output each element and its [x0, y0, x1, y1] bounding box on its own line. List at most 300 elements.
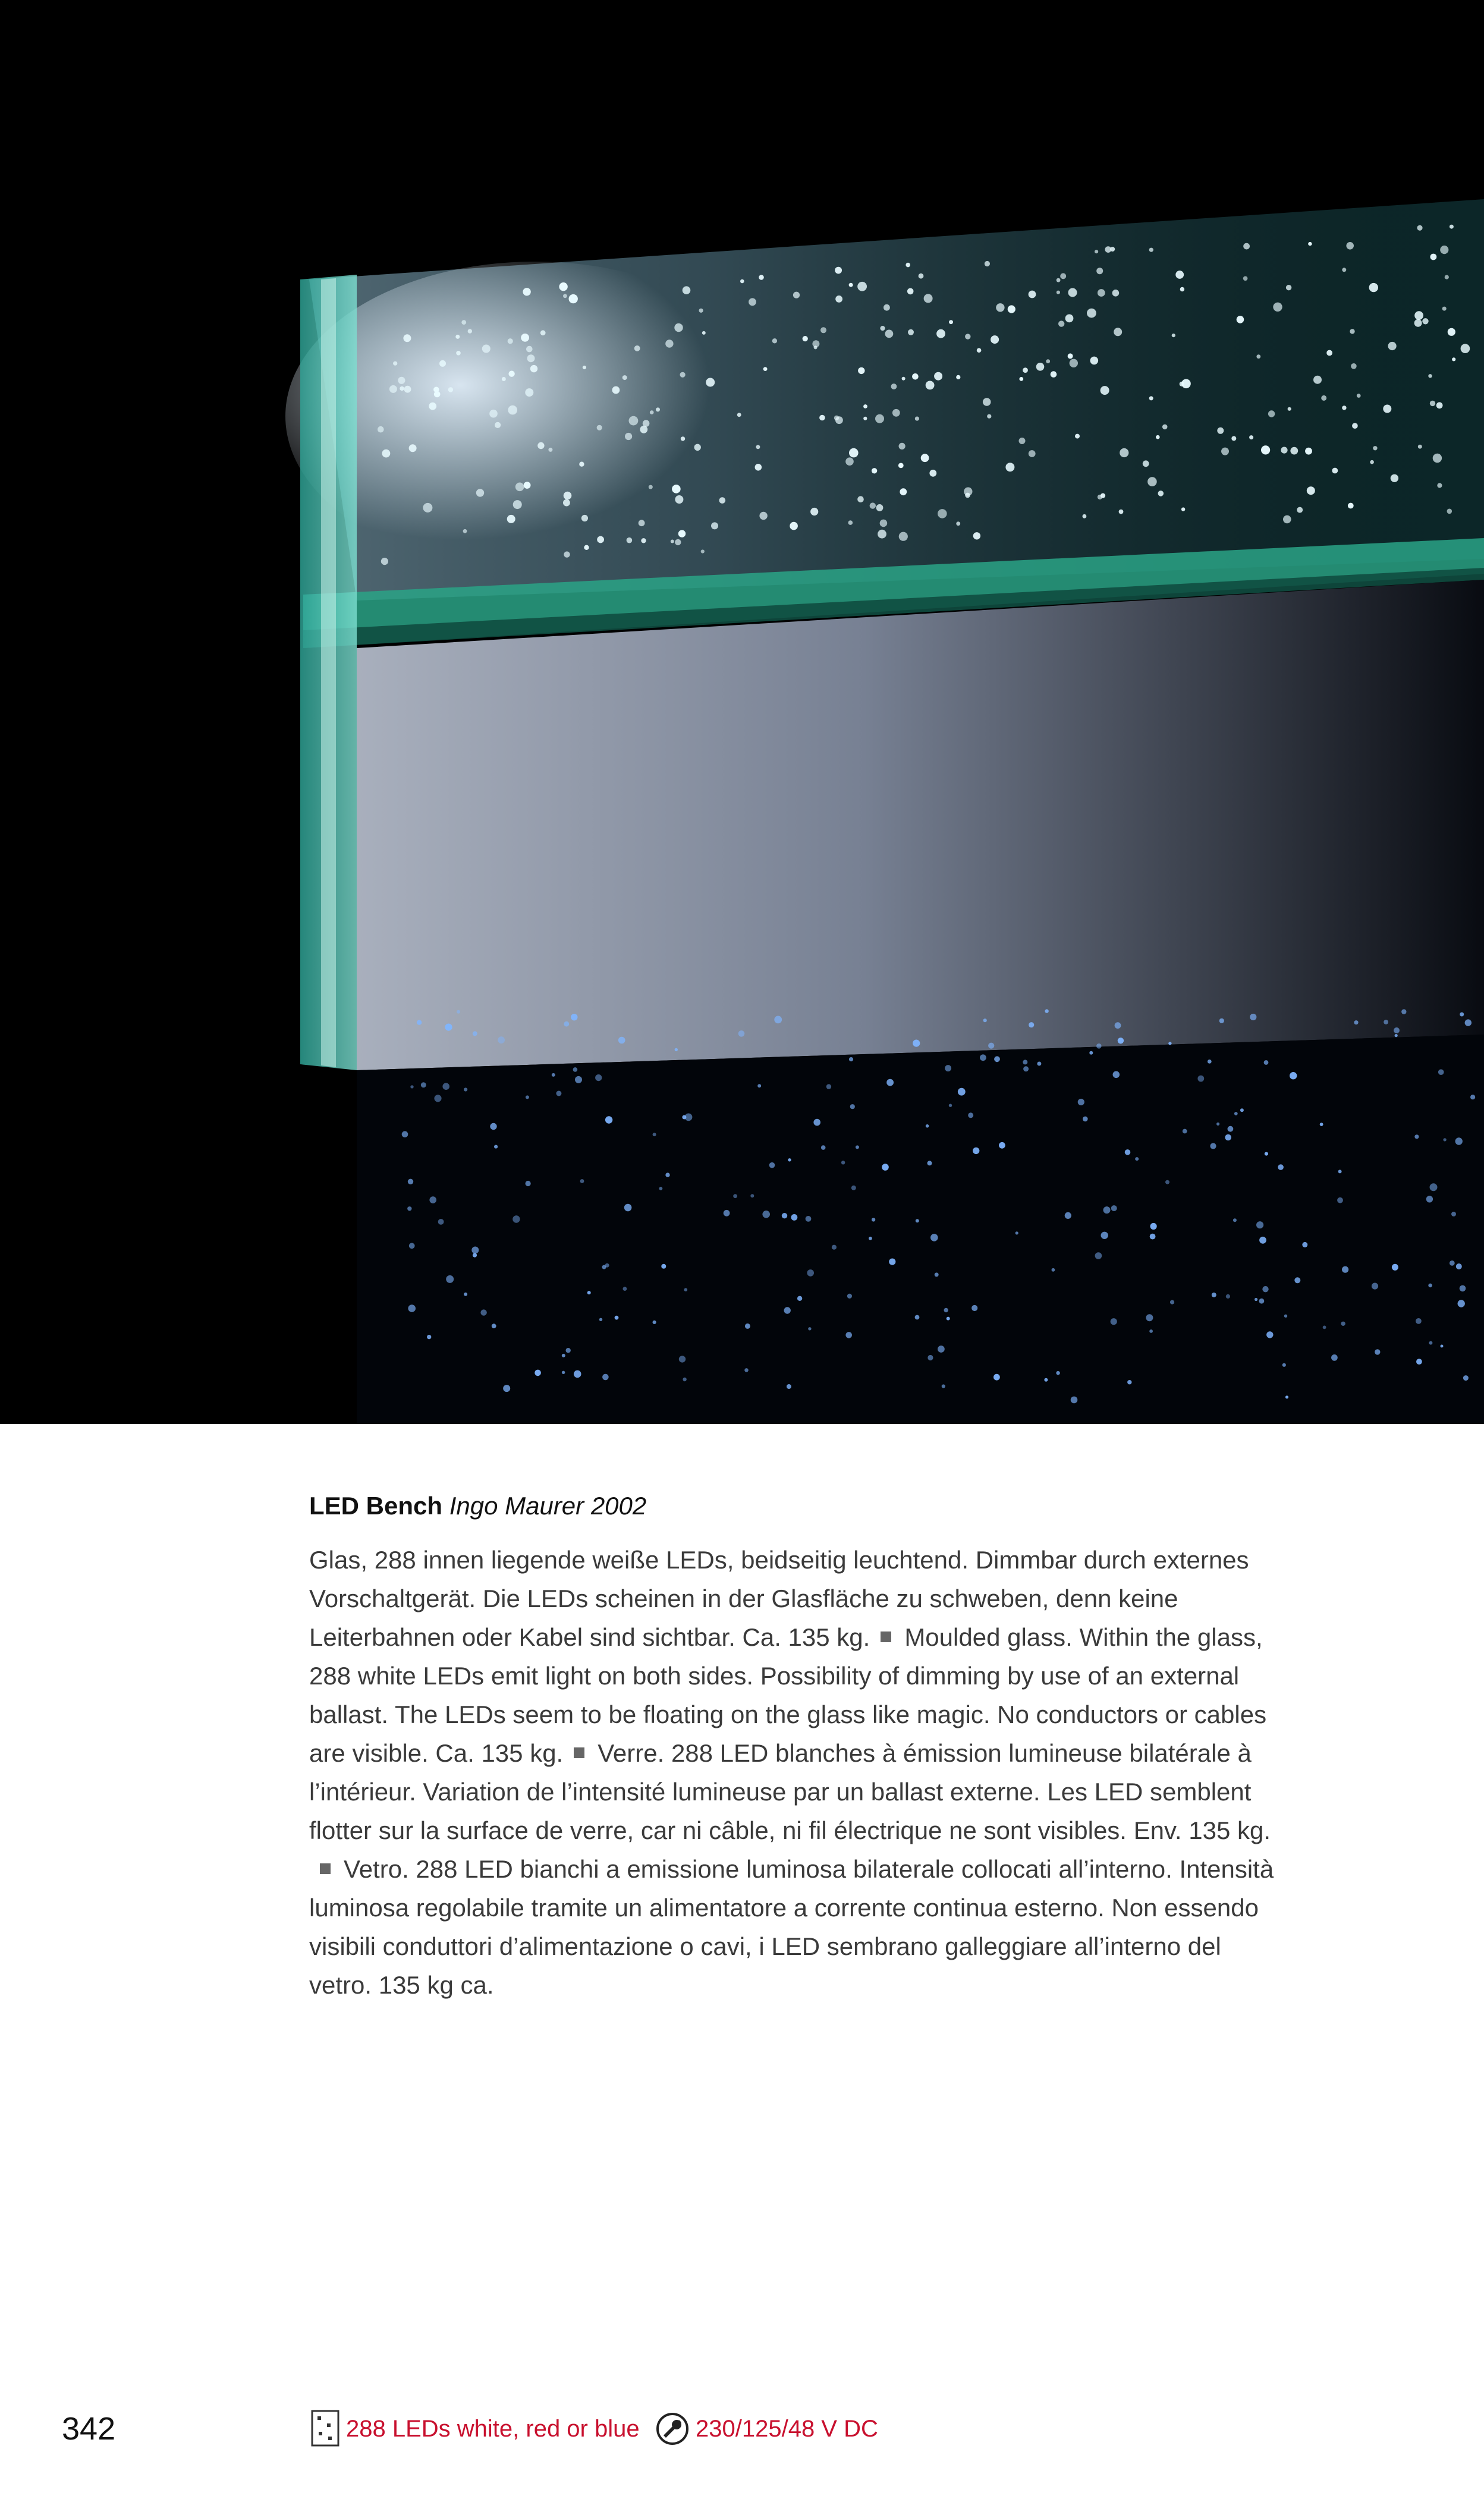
led-light-dot	[1440, 246, 1448, 254]
led-reflection-dot	[1290, 1072, 1297, 1079]
led-reflection-dot	[1259, 1237, 1266, 1244]
led-light-dot	[513, 500, 522, 509]
led-reflection-dot	[744, 1368, 749, 1372]
led-reflection-dot	[556, 1091, 561, 1096]
led-light-dot	[1046, 359, 1050, 363]
led-reflection-dot	[1023, 1066, 1029, 1071]
product-name: LED Bench	[309, 1492, 443, 1520]
led-reflection-dot	[1045, 1009, 1048, 1013]
led-light-dot	[1369, 283, 1378, 292]
led-light-dot	[1023, 367, 1028, 373]
led-light-dot	[1065, 315, 1074, 323]
led-light-dot	[706, 378, 715, 387]
led-reflection-dot	[916, 1219, 919, 1222]
led-reflection-dot	[994, 1056, 1000, 1062]
led-light-dot	[701, 549, 705, 553]
led-light-dot	[640, 426, 647, 433]
led-light-dot	[1273, 303, 1282, 312]
led-light-dot	[540, 330, 546, 335]
led-reflection-dot	[1115, 1022, 1121, 1029]
led-light-dot	[892, 409, 900, 417]
led-light-dot	[656, 407, 660, 411]
led-reflection-dot	[1071, 1397, 1078, 1404]
description-german: Glas, 288 innen liegende weiße LEDs, beidseitig leuchtend. Dimmbar durch externes Vorschaltgerät. Die LEDs scheinen in der Glasfläche zu schweben, denn keine Leiterbahnen oder Kabel sind sichtbar. Ca. 135 kg.	[309, 1546, 1249, 1651]
led-light-dot	[476, 489, 484, 496]
led-light-dot	[793, 292, 800, 298]
led-light-dot	[1261, 445, 1270, 454]
led-light-dot	[439, 360, 446, 367]
led-light-dot	[672, 485, 681, 493]
led-reflection-dot	[427, 1335, 431, 1339]
led-light-dot	[906, 263, 910, 268]
led-light-dot	[627, 537, 633, 543]
led-light-dot	[671, 540, 674, 543]
led-light-dot	[1036, 363, 1045, 371]
led-light-dot	[1180, 287, 1184, 291]
led-reflection-dot	[1264, 1060, 1269, 1065]
led-reflection-dot	[1443, 1138, 1446, 1141]
led-light-dot	[1418, 445, 1422, 449]
led-reflection-dot	[599, 1318, 602, 1321]
led-light-dot	[880, 326, 885, 331]
led-light-dot	[1090, 357, 1099, 365]
led-light-dot	[711, 522, 718, 529]
led-reflection-dot	[408, 1304, 416, 1312]
led-light-dot	[1162, 425, 1168, 430]
led-light-dot	[835, 267, 842, 274]
led-light-dot	[629, 416, 639, 426]
led-reflection-dot	[595, 1074, 602, 1081]
led-reflection-dot	[653, 1321, 656, 1324]
led-light-dot	[1414, 319, 1422, 327]
led-reflection-dot	[464, 1293, 467, 1296]
led-reflection-dot	[618, 1037, 625, 1044]
led-light-dot	[876, 504, 884, 511]
led-light-dot	[400, 386, 404, 391]
led-light-dot	[929, 470, 936, 477]
led-reflection-dot	[421, 1082, 426, 1087]
led-reflection-dot	[724, 1210, 730, 1216]
led-reflection-dot	[869, 1237, 872, 1240]
led-reflection-dot	[445, 1024, 452, 1031]
led-light-dot	[919, 274, 924, 279]
led-light-dot	[1243, 276, 1248, 281]
led-light-dot	[530, 365, 537, 372]
led-light-dot	[1417, 225, 1422, 231]
led-reflection-dot	[1149, 1329, 1153, 1333]
led-light-dot	[1442, 307, 1447, 311]
led-reflection-dot	[738, 1030, 745, 1037]
led-light-dot	[1114, 328, 1122, 336]
led-light-dot	[675, 495, 683, 504]
led-light-dot	[581, 515, 588, 521]
led-light-dot	[1087, 309, 1096, 318]
led-light-dot	[1057, 291, 1060, 294]
led-light-dot	[1305, 448, 1312, 455]
led-light-dot	[1290, 447, 1298, 455]
led-reflection-dot	[942, 1384, 945, 1388]
led-light-dot	[790, 522, 798, 530]
led-light-dot	[912, 373, 919, 380]
led-light-dot	[382, 449, 391, 458]
led-light-dot	[559, 282, 567, 291]
led-reflection-dot	[1262, 1286, 1268, 1292]
led-reflection-dot	[1354, 1020, 1358, 1024]
led-light-dot	[835, 296, 842, 303]
led-reflection-dot	[769, 1162, 775, 1168]
spec-voltage: 230/125/48 V DC	[696, 2416, 878, 2442]
led-light-dot	[1158, 491, 1164, 496]
led-light-dot	[694, 444, 701, 451]
led-reflection-dot	[1394, 1027, 1400, 1033]
led-reflection-dot	[1285, 1395, 1288, 1398]
led-light-dot	[1348, 503, 1354, 509]
led-light-dot	[508, 405, 517, 415]
led-light-dot	[719, 497, 726, 504]
led-light-dot	[936, 329, 945, 338]
led-reflection-dot	[473, 1031, 477, 1036]
led-light-dot	[524, 482, 531, 489]
led-reflection-dot	[1210, 1143, 1216, 1149]
led-reflection-dot	[774, 1016, 782, 1024]
led-light-dot	[527, 354, 535, 362]
led-light-dot	[639, 520, 645, 526]
led-light-dot	[1098, 289, 1105, 297]
led-light-dot	[564, 492, 572, 500]
led-light-dot	[863, 417, 867, 420]
led-reflection-dot	[503, 1385, 510, 1392]
led-reflection-dot	[1392, 1264, 1398, 1271]
led-reflection-dot	[886, 1079, 894, 1086]
led-light-dot	[1249, 435, 1253, 439]
led-reflection-dot	[1429, 1341, 1432, 1345]
led-reflection-dot	[949, 1104, 952, 1107]
led-light-dot	[622, 375, 627, 380]
led-light-dot	[1231, 436, 1236, 441]
led-reflection-dot	[624, 1204, 632, 1212]
led-reflection-dot	[971, 1305, 977, 1311]
led-reflection-dot	[1342, 1266, 1348, 1273]
led-reflection-dot	[889, 1259, 895, 1265]
led-reflection-dot	[602, 1374, 609, 1381]
led-reflection-dot	[806, 1216, 812, 1222]
led-reflection-dot	[1460, 1013, 1464, 1017]
led-reflection-dot	[1395, 1034, 1398, 1037]
led-reflection-dot	[999, 1142, 1005, 1149]
led-reflection-dot	[1456, 1263, 1462, 1269]
led-light-dot	[803, 336, 808, 341]
led-reflection-dot	[1170, 1300, 1174, 1304]
led-reflection-dot	[623, 1287, 627, 1291]
led-reflection-dot	[913, 1040, 920, 1047]
led-reflection-dot	[1428, 1284, 1432, 1288]
led-light-dot	[820, 327, 826, 333]
led-light-dot	[772, 338, 777, 343]
led-reflection-dot	[653, 1133, 656, 1136]
led-light-dot	[1095, 250, 1098, 253]
led-reflection-dot	[1266, 1331, 1273, 1338]
led-reflection-dot	[821, 1145, 826, 1150]
led-reflection-dot	[571, 1014, 577, 1020]
led-light-dot	[1181, 507, 1185, 511]
led-reflection-dot	[1150, 1223, 1157, 1230]
led-light-dot	[525, 388, 533, 397]
led-light-dot	[1370, 460, 1374, 464]
led-reflection-dot	[1384, 1020, 1388, 1024]
led-reflection-dot	[442, 1083, 449, 1090]
led-light-dot	[455, 335, 460, 339]
led-reflection-dot	[587, 1291, 591, 1294]
led-reflection-dot	[1282, 1363, 1286, 1367]
page-number: 342	[62, 2411, 116, 2447]
led-light-dot	[938, 509, 947, 518]
led-light-dot	[680, 372, 686, 378]
led-light-dot	[429, 403, 436, 410]
led-light-dot	[857, 282, 867, 291]
led-light-dot	[849, 448, 859, 458]
led-reflection-dot	[1111, 1318, 1117, 1325]
led-light-dot	[1388, 342, 1397, 350]
led-light-dot	[810, 508, 818, 515]
led-light-dot	[763, 367, 768, 371]
led-light-dot	[1332, 468, 1338, 474]
led-light-dot	[756, 445, 760, 449]
led-reflection-dot	[1284, 1315, 1287, 1318]
led-light-dot	[508, 338, 513, 344]
led-light-dot	[934, 372, 942, 381]
led-light-dot	[537, 442, 544, 449]
led-reflection-dot	[787, 1384, 791, 1389]
led-light-dot	[468, 329, 472, 333]
led-reflection-dot	[1135, 1157, 1139, 1161]
led-light-dot	[1237, 316, 1244, 323]
led-reflection-dot	[807, 1269, 814, 1277]
led-reflection-dot	[757, 1084, 761, 1087]
led-module-icon	[310, 2409, 340, 2447]
led-reflection-dot	[826, 1084, 831, 1089]
led-reflection-dot	[1029, 1022, 1034, 1027]
led-reflection-dot	[1228, 1126, 1234, 1132]
led-reflection-dot	[1078, 1099, 1084, 1105]
led-reflection-dot	[1375, 1349, 1380, 1354]
led-reflection-dot	[1023, 1060, 1027, 1064]
led-reflection-dot	[473, 1253, 477, 1258]
led-light-dot	[908, 329, 914, 335]
led-reflection-dot	[958, 1088, 966, 1096]
led-reflection-dot	[935, 1272, 939, 1277]
led-light-dot	[1098, 495, 1102, 499]
led-reflection-dot	[1226, 1294, 1230, 1299]
led-reflection-dot	[1451, 1212, 1456, 1216]
led-light-dot	[1326, 350, 1332, 356]
led-reflection-dot	[407, 1206, 411, 1211]
led-light-dot	[996, 303, 1004, 312]
led-light-dot	[398, 377, 405, 384]
led-light-dot	[641, 538, 646, 543]
led-light-dot	[1283, 515, 1291, 524]
led-light-dot	[393, 361, 397, 366]
led-reflection-dot	[1438, 1069, 1444, 1075]
led-reflection-dot	[580, 1179, 584, 1183]
led-reflection-dot	[1118, 1038, 1124, 1043]
led-reflection-dot	[993, 1374, 1000, 1381]
led-reflection-dot	[1416, 1359, 1422, 1365]
led-reflection-dot	[1056, 1371, 1059, 1375]
led-light-dot	[1428, 374, 1432, 378]
led-reflection-dot	[1320, 1123, 1323, 1126]
led-reflection-dot	[1414, 1134, 1419, 1139]
led-light-dot	[526, 346, 533, 353]
led-reflection-dot	[410, 1085, 413, 1088]
led-reflection-dot	[535, 1370, 541, 1376]
led-reflection-dot	[1083, 1117, 1088, 1122]
led-reflection-dot	[762, 1211, 770, 1218]
spec-leds: 288 LEDs white, red or blue	[346, 2416, 640, 2442]
led-light-dot	[1268, 410, 1275, 417]
led-reflection-dot	[685, 1114, 693, 1121]
led-light-dot	[1352, 423, 1358, 429]
led-reflection-dot	[788, 1158, 791, 1161]
led-reflection-dot	[750, 1194, 754, 1197]
led-reflection-dot	[1015, 1231, 1018, 1234]
led-reflection-dot	[938, 1346, 945, 1353]
led-reflection-dot	[494, 1145, 498, 1149]
led-light-dot	[900, 488, 907, 495]
separator-square-icon	[320, 1863, 331, 1874]
led-light-dot	[977, 348, 982, 353]
led-light-dot	[584, 545, 589, 550]
led-reflection-dot	[1401, 1009, 1406, 1014]
led-reflection-dot	[856, 1145, 859, 1149]
led-reflection-dot	[1233, 1218, 1237, 1222]
led-reflection-dot	[575, 1076, 582, 1083]
separator-square-icon	[881, 1631, 891, 1642]
led-light-dot	[845, 457, 854, 466]
led-light-dot	[872, 468, 877, 473]
led-light-dot	[863, 404, 867, 408]
led-light-dot	[674, 323, 683, 332]
description-italian: Vetro. 288 LED bianchi a emissione luminosa bilaterale collocati all’interno. Intensità luminosa regolabile tramite un alimentatore a corrente continua esterno. Non essendo visibili conduttori d’alimentazione o cavi, i LED sembrano galleggiare all’interno del vetro. 135 kg ca.	[309, 1855, 1274, 1999]
led-light-dot	[1217, 427, 1224, 434]
led-reflection-dot	[1208, 1060, 1212, 1064]
led-reflection-dot	[851, 1186, 856, 1190]
led-reflection-dot	[526, 1095, 529, 1099]
led-light-dot	[878, 530, 886, 539]
led-light-dot	[1005, 463, 1014, 471]
led-light-dot	[1096, 268, 1103, 274]
led-reflection-dot	[464, 1087, 467, 1091]
led-light-dot	[921, 454, 929, 462]
led-light-dot	[1243, 243, 1250, 250]
led-light-dot	[1143, 460, 1149, 467]
led-reflection-dot	[679, 1356, 686, 1362]
led-light-dot	[523, 288, 530, 296]
led-reflection-dot	[926, 1124, 929, 1128]
led-reflection-dot	[1212, 1293, 1216, 1297]
led-reflection-dot	[1331, 1354, 1338, 1361]
led-light-dot	[515, 483, 524, 492]
led-light-dot	[548, 448, 552, 452]
led-reflection-dot	[402, 1131, 408, 1137]
led-reflection-dot	[841, 1161, 845, 1164]
led-light-dot	[563, 499, 570, 507]
led-light-dot	[1422, 318, 1428, 324]
led-reflection-dot	[733, 1194, 737, 1198]
led-reflection-dot	[1095, 1252, 1102, 1259]
led-light-dot	[1119, 510, 1124, 514]
led-light-dot	[899, 532, 908, 541]
led-reflection-dot	[1103, 1206, 1111, 1214]
led-reflection-dot	[973, 1148, 979, 1154]
led-reflection-dot	[1426, 1196, 1433, 1202]
led-light-dot	[858, 367, 864, 374]
led-light-dot	[1019, 438, 1026, 444]
led-light-dot	[949, 320, 953, 324]
led-reflection-dot	[615, 1316, 619, 1320]
led-light-dot	[902, 377, 906, 381]
led-reflection-dot	[850, 1104, 855, 1109]
led-reflection-dot	[1113, 1071, 1120, 1079]
led-reflection-dot	[1458, 1300, 1465, 1307]
led-light-dot	[563, 294, 567, 298]
led-light-dot	[1373, 446, 1377, 450]
led-light-dot	[378, 426, 384, 433]
led-reflection-dot	[1111, 1205, 1117, 1211]
led-light-dot	[857, 496, 864, 502]
led-light-dot	[1070, 359, 1078, 367]
led-light-dot	[1083, 514, 1087, 518]
led-reflection-dot	[1225, 1134, 1231, 1141]
led-reflection-dot	[1463, 1375, 1469, 1381]
led-reflection-dot	[1150, 1234, 1156, 1240]
led-light-dot	[699, 309, 703, 313]
led-light-dot	[812, 340, 819, 347]
led-light-dot	[1308, 242, 1312, 246]
led-light-dot	[973, 532, 980, 539]
led-reflection-dot	[1168, 1042, 1171, 1045]
led-reflection-dot	[1052, 1268, 1055, 1272]
led-light-dot	[681, 436, 685, 441]
led-reflection-dot	[1265, 1152, 1268, 1156]
led-light-dot	[1357, 394, 1361, 398]
led-light-dot	[433, 387, 439, 392]
led-light-dot	[1350, 329, 1354, 334]
led-light-dot	[461, 320, 466, 325]
led-reflection-dot	[1441, 1345, 1444, 1348]
led-reflection-dot	[1065, 1212, 1071, 1219]
led-light-dot	[1430, 401, 1435, 406]
led-light-dot	[985, 261, 990, 266]
led-reflection-dot	[562, 1354, 565, 1357]
description-english: Moulded glass. Within the glass, 288 white LEDs emit light on both sides. Possibility of dimming by use of an external ballast. The LEDs seem to be floating on the glass like magic. No conductors or cables are visible. Ca. 135 kg.	[309, 1623, 1267, 1767]
led-reflection-dot	[675, 1048, 678, 1051]
led-light-dot	[1149, 248, 1153, 252]
led-light-dot	[880, 520, 888, 527]
led-reflection-dot	[847, 1294, 852, 1299]
led-light-dot	[1147, 477, 1157, 486]
led-reflection-dot	[1323, 1326, 1326, 1329]
led-reflection-dot	[429, 1196, 436, 1203]
led-reflection-dot	[1037, 1062, 1041, 1066]
led-light-dot	[1057, 278, 1061, 282]
led-light-dot	[502, 377, 506, 381]
led-reflection-dot	[1219, 1018, 1224, 1023]
led-reflection-dot	[930, 1234, 938, 1241]
led-light-dot	[1068, 353, 1073, 359]
led-light-dot	[1414, 311, 1423, 320]
led-light-dot	[1307, 486, 1315, 495]
led-reflection-dot	[1127, 1380, 1131, 1384]
